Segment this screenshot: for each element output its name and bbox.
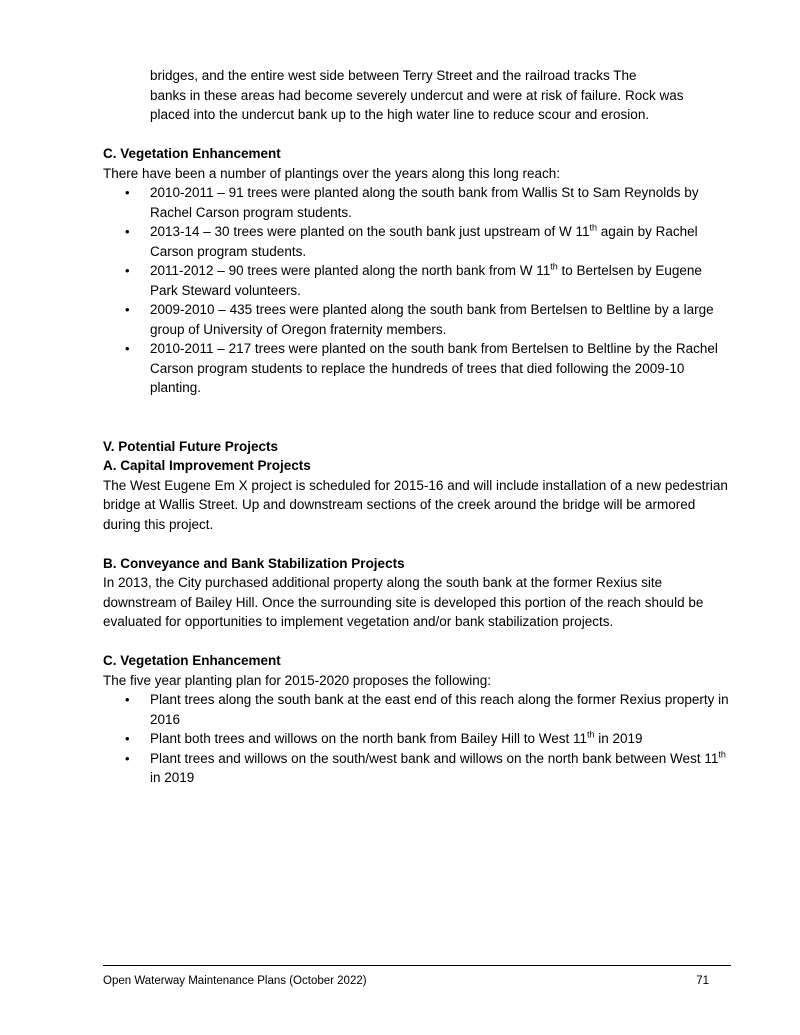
bullet-icon: •	[125, 185, 130, 200]
list-item-text: in 2019	[594, 731, 643, 746]
bullet-icon: •	[125, 263, 130, 278]
list-item	[103, 749, 733, 788]
list-item	[103, 300, 733, 339]
list-item-text: Plant trees along the south bank at the east end of this reach along the former Rexius property in 2016	[150, 692, 729, 727]
list-item-text: again by Rachel Carson program students.	[150, 224, 698, 259]
intro-paragraph	[150, 66, 733, 125]
bullet-icon: •	[125, 750, 130, 766]
page-content	[103, 66, 733, 788]
capital-text: The West Eugene Em X project is scheduled for 2015-16 and will include installation of a new pedestrian bridge at Wallis Street. Up and downstream sections of the creek around the bridge will be armored during this project.	[103, 477, 728, 532]
list-item-text: to Bertelsen by Eugene Park Steward volunteers.	[150, 263, 702, 298]
bullet-icon: •	[125, 302, 130, 317]
conveyance-text: In 2013, the City purchased additional property along the south bank at the former Rexius site downstream of Bailey Hill. Once the surrounding site is developed this portion of the reach should be evaluated for opportunities to implement vegetation and/or bank stabilization projects.	[103, 575, 704, 629]
planting-history-list	[103, 183, 733, 398]
vegetation-plan-intro: The five year planting plan for 2015-2020 proposes the following:	[103, 672, 491, 688]
list-item-text: Plant both trees and willows on the north bank from Bailey Hill to West 11	[150, 731, 587, 746]
intro-line: placed into the undercut bank up to the high water line to reduce scour and erosion.	[150, 107, 650, 122]
list-item	[103, 339, 733, 398]
list-item	[103, 183, 733, 222]
planting-plan-list	[103, 690, 733, 788]
conveyance-heading: B. Conveyance and Bank Stabilization Projects	[103, 555, 405, 571]
list-item-text: Plant trees and willows on the south/west bank and willows on the north bank between West 11	[150, 750, 719, 766]
list-item	[103, 222, 733, 261]
page-number: 71	[696, 975, 709, 987]
list-item	[103, 261, 733, 300]
capital-heading: A. Capital Improvement Projects	[103, 458, 311, 473]
section-heading: V. Potential Future Projects	[103, 438, 279, 454]
vegetation-intro: There have been a number of plantings over the years along this long reach:	[103, 165, 561, 181]
list-item	[103, 690, 733, 729]
footer-title: Open Waterway Maintenance Plans (October 2022)	[103, 975, 367, 987]
bullet-icon: •	[125, 731, 130, 746]
superscript: th	[589, 222, 598, 233]
bullet-icon: •	[125, 341, 130, 356]
bullet-icon: •	[125, 692, 130, 707]
list-item-text: 2013-14 – 30 trees were planted on the south bank just upstream of W 11	[150, 224, 590, 239]
superscript: th	[586, 729, 595, 740]
vegetation-heading: C. Vegetation Enhancement	[103, 146, 281, 161]
list-item-text: 2009-2010 – 435 trees were planted along the south bank from Bertelsen to Beltline by a large group of University of Oregon fraternity members.	[150, 302, 714, 337]
list-item-text: 2010-2011 – 217 trees were planted on the south bank from Bertelsen to Beltline by the Rachel Carson program students to replace the hundreds of trees that died following the 2009-10 planting.	[150, 341, 718, 395]
list-item	[103, 729, 733, 749]
list-item-text: 2011-2012 – 90 trees were planted along the north bank from W 11	[150, 263, 551, 278]
list-item-text: in 2019	[150, 770, 195, 785]
bullet-icon: •	[125, 224, 130, 239]
list-item-text: 2010-2011 – 91 trees were planted along the south bank from Wallis St to Sam Reynolds by Rachel Carson program students.	[150, 185, 699, 220]
superscript: th	[550, 261, 558, 272]
superscript: th	[718, 749, 726, 759]
intro-line: bridges, and the entire west side between Terry Street and the railroad tracks The	[150, 68, 637, 83]
page-footer	[103, 965, 731, 987]
intro-line: banks in these areas had become severely undercut and were at risk of failure. Rock was	[150, 87, 684, 103]
vegetation-plan-heading: C. Vegetation Enhancement	[103, 653, 281, 668]
